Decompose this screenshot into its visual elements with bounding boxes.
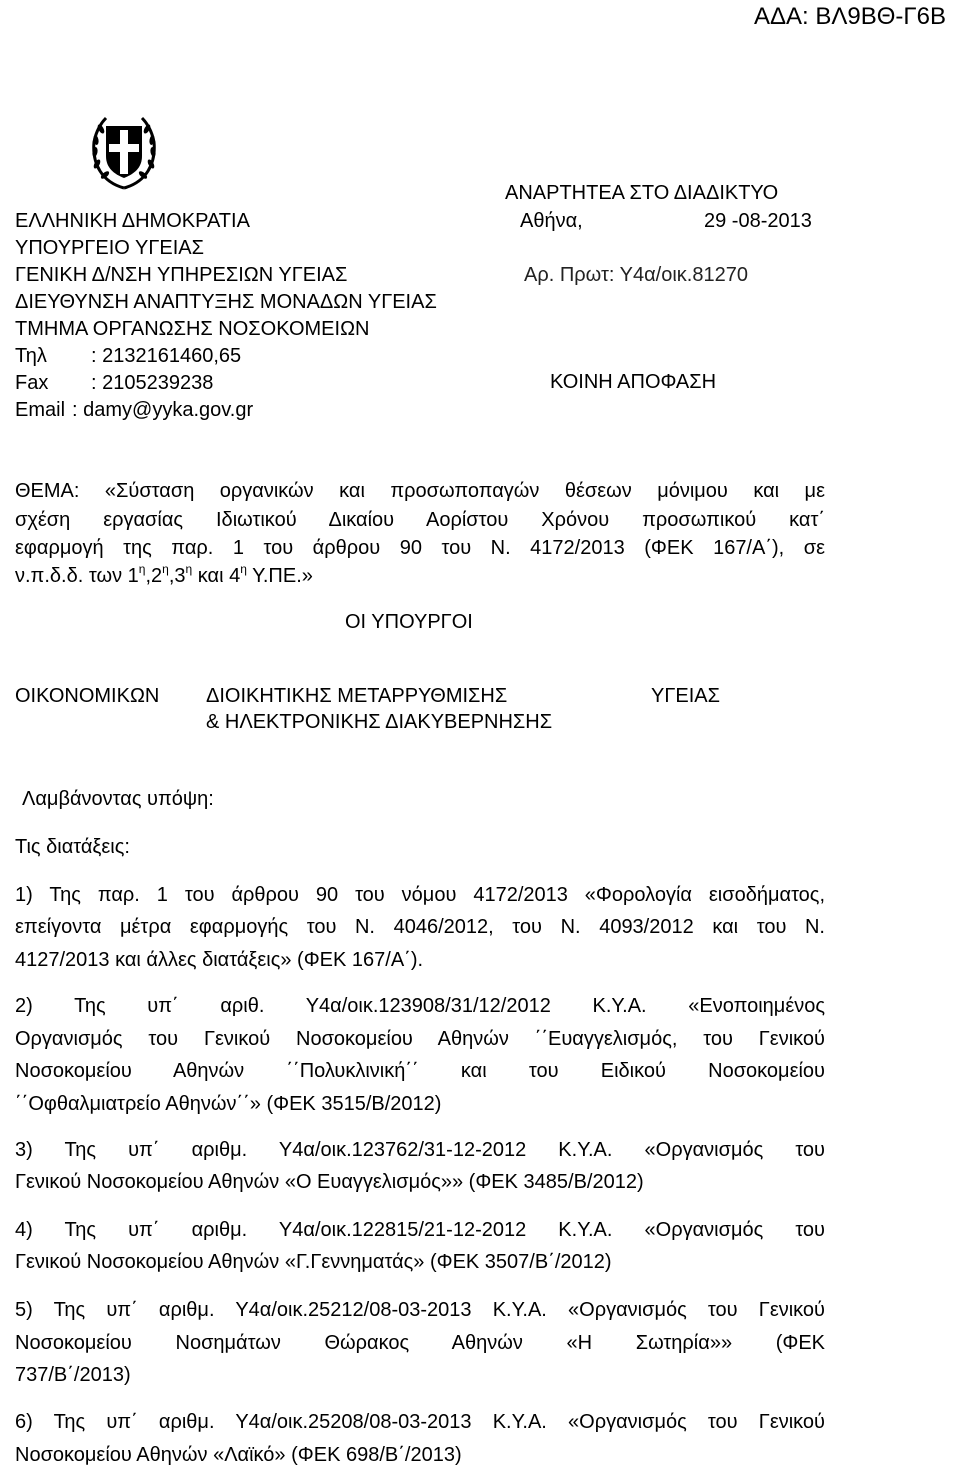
provision-5-line: Νοσοκομείου Νοσημάτων Θώρακος Αθηνών «Η Σωτηρία»» (ΦΕΚ bbox=[15, 1332, 825, 1354]
contact-email-label: Email bbox=[15, 399, 66, 421]
provision-2-line: Οργανισμός του Γενικού Νοσοκομείου Αθηνών ΄΄Ευαγγελισμός, του Γενικού bbox=[15, 1028, 825, 1050]
date: 29 -08-2013 bbox=[704, 210, 812, 232]
contact-email-value: : damy@yyka.gov.gr bbox=[72, 399, 254, 421]
provision-4-line: 4) Της υπ΄ αριθμ. Υ4α/οικ.122815/21-12-2012 Κ.Υ.Α. «Οργανισμός του bbox=[15, 1219, 825, 1241]
provision-2-line: ΄΄Οφθαλμιατρείο Αθηνών΄΄» (ΦΕΚ 3515/Β/2012) bbox=[15, 1093, 442, 1115]
provision-5-line: 737/Β΄/2013) bbox=[15, 1364, 131, 1386]
header-line-republic: ΕΛΛΗΝΙΚΗ ΔΗΜΟΚΡΑΤΙΑ bbox=[15, 210, 250, 232]
ministers-title: ΟΙ ΥΠΟΥΡΓΟΙ bbox=[345, 611, 473, 633]
provision-6-line: 6) Της υπ΄ αριθμ. Υ4α/οικ.25208/08-03-2013 Κ.Υ.Α. «Οργανισμός του Γενικού bbox=[15, 1411, 825, 1433]
minister-finance: ΟΙΚΟΝΟΜΙΚΩΝ bbox=[15, 685, 160, 707]
minister-admin-reform: ΔΙΟΙΚΗΤΙΚΗΣ ΜΕΤΑΡΡΥΘΜΙΣΗΣ bbox=[206, 685, 508, 707]
contact-fax-label: Fax bbox=[15, 372, 49, 394]
ada-code: ΑΔΑ: ΒΛ9ΒΘ-Γ6Β bbox=[753, 3, 946, 30]
subject-line: εφαρμογή της παρ. 1 του άρθρου 90 του Ν. 4172/2013 (ΦΕΚ 167/Α΄), σε bbox=[15, 537, 825, 559]
provision-2-line: Νοσοκομείου Αθηνών ΄΄Πολυκλινική΄΄ και του Ειδικού Νοσοκομείου bbox=[15, 1060, 825, 1082]
considering-heading: Λαμβάνοντας υπόψη: bbox=[22, 788, 214, 810]
provision-1-line: 4127/2013 και άλλες διατάξεις» (ΦΕΚ 167/Α΄). bbox=[15, 949, 424, 971]
document-type: ΚΟΙΝΗ ΑΠΟΦΑΣΗ bbox=[550, 371, 717, 393]
header-line-directorate-general: ΓΕΝΙΚΗ Δ/ΝΣΗ ΥΠΗΡΕΣΙΩΝ ΥΓΕΙΑΣ bbox=[15, 264, 348, 286]
protocol-number: Αρ. Πρωτ: Υ4α/οικ.81270 bbox=[524, 264, 748, 286]
provision-3-line: Γενικού Νοσοκομείου Αθηνών «Ο Ευαγγελισμός»» (ΦΕΚ 3485/Β/2012) bbox=[15, 1171, 644, 1193]
provision-1-line: επείγοντα μέτρα εφαρμογής του Ν. 4046/2012, του Ν. 4093/2012 και του Ν. bbox=[15, 916, 825, 938]
subject-line: ΘΕΜΑ: «Σύσταση οργανικών και προσωποπαγών θέσεων μόνιμου και με bbox=[15, 480, 825, 502]
contact-phone-value: : 2132161460,65 bbox=[91, 345, 242, 367]
greek-coat-of-arms-icon bbox=[88, 112, 160, 190]
header-line-department: ΤΜΗΜΑ ΟΡΓΑΝΩΣΗΣ ΝΟΣΟΚΟΜΕΙΩΝ bbox=[15, 318, 370, 340]
header-line-ministry: ΥΠΟΥΡΓΕΙΟ ΥΓΕΙΑΣ bbox=[15, 237, 204, 259]
provision-2-line: 2) Της υπ΄ αριθ. Υ4α/οικ.123908/31/12/2012 Κ.Υ.Α. «Ενοποιημένος bbox=[15, 995, 825, 1017]
subject-line: σχέση εργασίας Ιδιωτικού Δικαίου Αορίστου Χρόνου προσωπικού κατ΄ bbox=[15, 509, 825, 531]
subject-line-last: ν.π.δ.δ. των $1^\eta,2^\eta,3^\eta$ και $4^\eta$ Υ.ΠΕ.» bbox=[15, 562, 313, 587]
provisions-heading: Τις διατάξεις: bbox=[15, 836, 130, 858]
provision-6-line: Νοσοκομείου Αθηνών «Λαϊκό» (ΦΕΚ 698/Β΄/2013) bbox=[15, 1444, 462, 1466]
minister-health: ΥΓΕΙΑΣ bbox=[651, 685, 720, 707]
header-line-directorate: ΔΙΕΥΘΥΝΣΗ ΑΝΑΠΤΥΞΗΣ ΜΟΝΑΔΩΝ ΥΓΕΙΑΣ bbox=[15, 291, 437, 313]
minister-egovernance: & ΗΛΕΚΤΡΟΝΙΚΗΣ ΔΙΑΚΥΒΕΡΝΗΣΗΣ bbox=[206, 711, 553, 733]
place: Αθήνα, bbox=[520, 210, 583, 232]
contact-fax-value: : 2105239238 bbox=[91, 372, 214, 394]
provision-3-line: 3) Της υπ΄ αριθμ. Υ4α/οικ.123762/31-12-2012 Κ.Υ.Α. «Οργανισμός του bbox=[15, 1139, 825, 1161]
provision-1-line: 1) Της παρ. 1 του άρθρου 90 του νόμου 4172/2013 «Φορολογία εισοδήματος, bbox=[15, 884, 825, 906]
provision-5-line: 5) Της υπ΄ αριθμ. Υ4α/οικ.25212/08-03-2013 Κ.Υ.Α. «Οργανισμός του Γενικού bbox=[15, 1299, 825, 1321]
posting-notice: ΑΝΑΡΤΗΤΕΑ ΣΤΟ ΔΙΑΔΙΚΤΥΟ bbox=[505, 182, 779, 204]
contact-phone-label: Τηλ bbox=[15, 345, 47, 367]
provision-4-line: Γενικού Νοσοκομείου Αθηνών «Γ.Γεννηματάς» (ΦΕΚ 3507/Β΄/2012) bbox=[15, 1251, 612, 1273]
